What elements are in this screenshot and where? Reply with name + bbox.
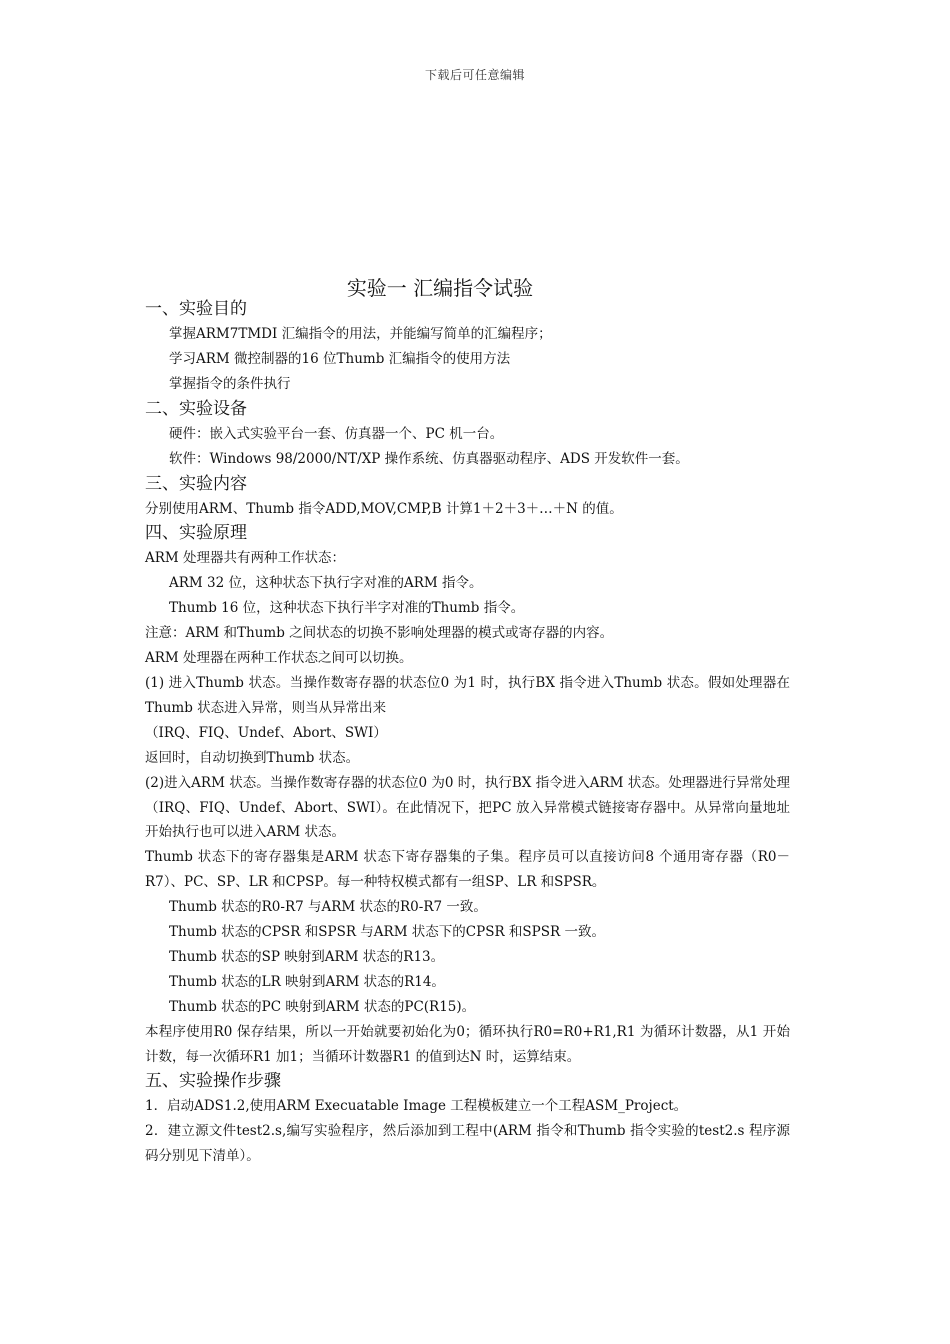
paragraph: (1) 进入Thumb 状态。当操作数寄存器的状态位0 为1 时，执行BX 指令进入Thumb 状态。假如处理器在Thumb 状态进入异常，则当从异常出来 bbox=[145, 674, 790, 716]
paragraph: ARM 32 位，这种状态下执行字对准的ARM 指令。 bbox=[169, 575, 483, 592]
section-heading-objectives: 一、实验目的 bbox=[145, 299, 247, 319]
paragraph: 掌握ARM7TMDI 汇编指令的用法，并能编写简单的汇编程序； bbox=[169, 326, 552, 342]
paragraph: Thumb 16 位，这种状态下执行半字对准的Thumb 指令。 bbox=[169, 600, 525, 617]
paragraph: Thumb 状态的SP 映射到ARM 状态的R13。 bbox=[169, 948, 445, 965]
page-header: 下载后可任意编辑 bbox=[424, 68, 525, 82]
section-heading-content: 三、实验内容 bbox=[145, 473, 247, 494]
paragraph: 软件：Windows 98/2000/NT/XP 操作系统、仿真器驱动程序、ADS 开发软件一套。 bbox=[169, 450, 689, 467]
paragraph: Thumb 状态的R0-R7 与ARM 状态的R0-R7 一致。 bbox=[169, 899, 487, 916]
paragraph: Thumb 状态下的寄存器集是ARM 状态下寄存器集的子集。程序员可以直接访问8 个通用寄存器（R0－R7）、PC、SP、LR 和CPSP。每一种特权模式都有一组SP、LR 和SPSR。 bbox=[145, 849, 790, 891]
paragraph: 学习ARM 微控制器的16 位Thumb 汇编指令的使用方法 bbox=[169, 350, 511, 367]
document-title: 实验一 汇编指令试验 bbox=[346, 276, 534, 300]
paragraph: Thumb 状态的LR 映射到ARM 状态的R14。 bbox=[169, 973, 445, 990]
paragraph: 本程序使用R0 保存结果，所以一开始就要初始化为0；循环执行R0=R0+R1,R1 为循环计数器，从1 开始计数，每一次循环R1 加1；当循环计数器R1 的值到达N 时，运算结束。 bbox=[145, 1023, 790, 1065]
paragraph: (2)进入ARM 状态。当操作数寄存器的状态位0 为0 时，执行BX 指令进入ARM 状态。处理器进行异常处理（IRQ、FIQ、Undef、Abort、SWI）。在此情况下，把PC 放入异常模式链接寄存器中。从异常向量地址开始执行也可以进入ARM 状态。 bbox=[145, 774, 790, 841]
paragraph: 硬件：嵌入式实验平台一套、仿真器一个、PC 机一台。 bbox=[169, 425, 504, 442]
paragraph: Thumb 状态的PC 映射到ARM 状态的PC(R15)。 bbox=[169, 998, 476, 1015]
paragraph: 返回时，自动切换到Thumb 状态。 bbox=[145, 749, 360, 766]
paragraph: 注意：ARM 和Thumb 之间状态的切换不影响处理器的模式或寄存器的内容。 bbox=[145, 625, 614, 642]
paragraph: 2．建立源文件test2.s,编写实验程序，然后添加到工程中(ARM 指令和Thumb 指令实验的test2.s 程序源码分别见下清单）。 bbox=[145, 1123, 790, 1165]
section-heading-steps: 五、实验操作步骤 bbox=[145, 1071, 281, 1092]
paragraph: 掌握指令的条件执行 bbox=[169, 375, 291, 392]
document-body bbox=[145, 297, 790, 1169]
paragraph: 1．启动ADS1.2,使用ARM Execuatable Image 工程模板建立一个工程ASM_Project。 bbox=[145, 1098, 688, 1115]
paragraph: （IRQ、FIQ、Undef、Abort、SWI） bbox=[145, 724, 387, 741]
section-heading-equipment: 二、实验设备 bbox=[145, 398, 247, 419]
paragraph: ARM 处理器在两种工作状态之间可以切换。 bbox=[145, 650, 413, 667]
paragraph: 分别使用ARM、Thumb 指令ADD,MOV,CMP,B 计算1＋2＋3＋…＋N 的值。 bbox=[145, 500, 623, 517]
paragraph: Thumb 状态的CPSR 和SPSR 与ARM 状态下的CPSR 和SPSR 一致。 bbox=[169, 924, 605, 941]
section-heading-principle: 四、实验原理 bbox=[145, 523, 247, 544]
paragraph: ARM 处理器共有两种工作状态： bbox=[145, 550, 346, 567]
